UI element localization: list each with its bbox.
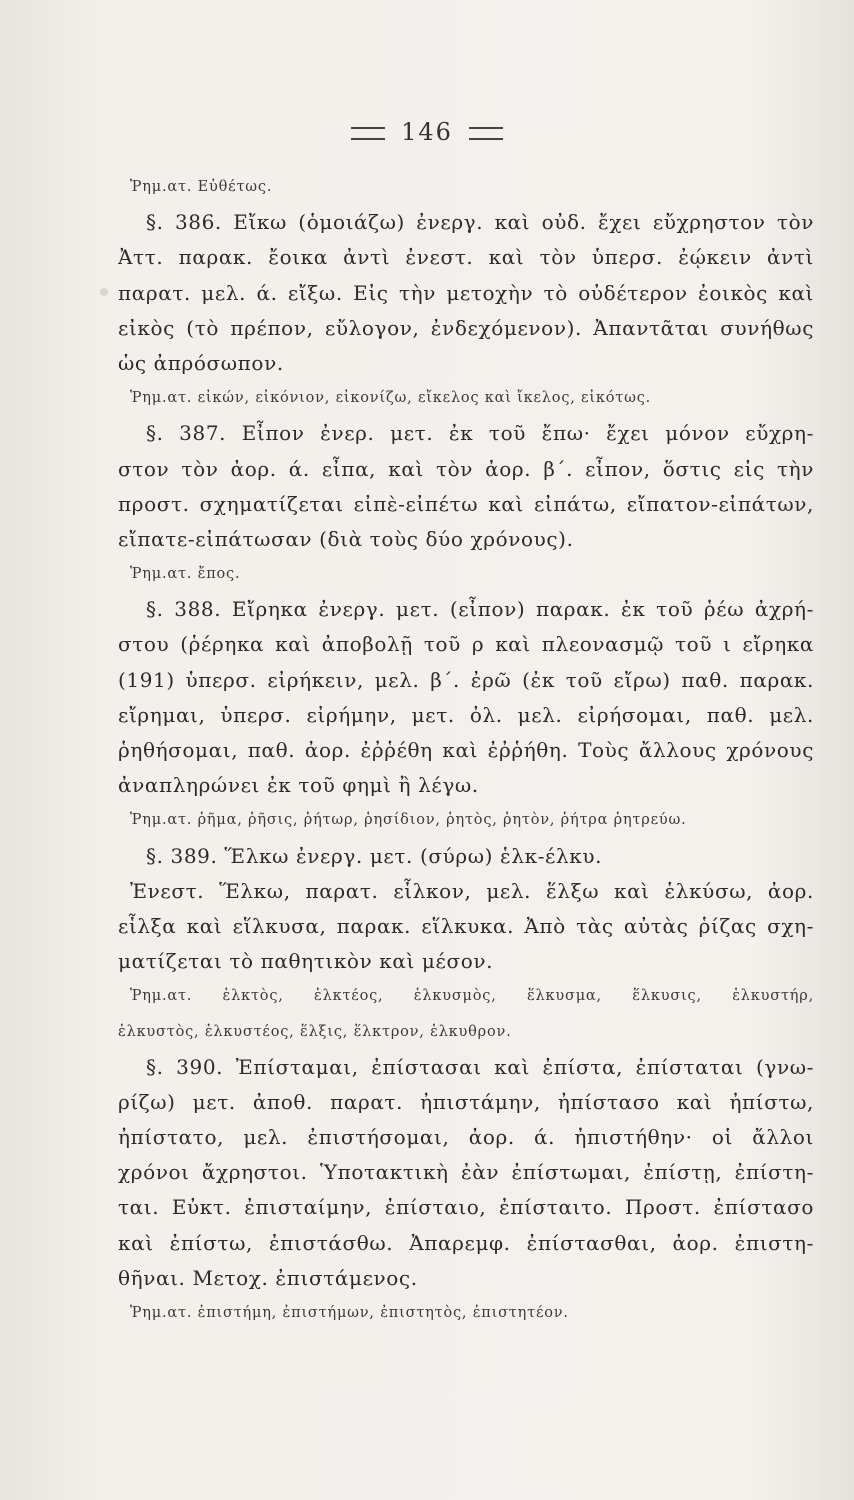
- text-line: ρίζω) μετ. ἀποθ. παρατ. ἠπιστάμην, ἠπίστασο καὶ ἠπίστω,: [118, 1089, 814, 1114]
- text-line: στον τὸν ἀορ. ά. εἶπα, καὶ τὸν ἀορ. β΄. εἶπον, ὅστις εἰς τὴν: [118, 456, 814, 481]
- text-line: θῆναι. Μετοχ. ἐπιστάμενος.: [118, 1265, 418, 1290]
- text-line: στου (ῥέρηκα καὶ ἀποβολῇ τοῦ ρ καὶ πλεονασμῷ τοῦ ι εἴρηκα: [118, 632, 814, 657]
- text-line: εἰκὸς (τὸ πρέπον, εὔλογον, ἐνδεχόμενον). Ἀπαντᾶται συνήθως: [118, 315, 814, 340]
- text-line: §. 388. Εἴρηκα ἐνεργ. μετ. (εἶπον) παρακ. ἐκ τοῦ ῥέω ἀχρή-: [146, 597, 814, 622]
- text-line: §. 390. Ἐπίσταμαι, ἐπίστασαι καὶ ἐπίστα, ἐπίσταται (γνω-: [146, 1054, 814, 1079]
- text-line: καὶ ἐπίστω, ἐπιστάσθω. Ἀπαρεμφ. ἐπίστασθαι, ἀορ. ἐπιστη-: [118, 1230, 814, 1255]
- header-rule-left: [351, 127, 385, 140]
- text-line: ἀναπληρώνει ἐκ τοῦ φημὶ ἢ λέγω.: [118, 773, 479, 798]
- text-line: χρόνοι ἄχρηστοι. Ὑποτακτικὴ ἐὰν ἐπίστωμαι, ἐπίστῃ, ἐπίστη-: [118, 1160, 814, 1185]
- text-line: §. 386. Εἴκω (ὁμοιάζω) ἐνεργ. καὶ οὐδ. ἔχει εὔχρηστον τὸν: [146, 210, 814, 235]
- text-line: Ἀττ. παρακ. ἔοικα ἀντὶ ἐνεστ. καὶ τὸν ὑπερσ. ἐῴκειν ἀντὶ: [118, 245, 814, 270]
- derivatives-line: Ῥημ.ατ. ἔπος.: [130, 566, 241, 583]
- text-line: εἷλξα καὶ εἵλκυσα, παρακ. εἵλκυκα. Ἀπὸ τὰς αὐτὰς ῥίζας σχη-: [118, 913, 814, 938]
- text-line: Ἐνεστ. Ἕλκω, παρατ. εἷλκον, μελ. ἕλξω καὶ ἑλκύσω, ἀορ.: [130, 878, 814, 903]
- text-line: (191) ὑπερσ. εἰρήκειν, μελ. β΄. ἐρῶ (ἐκ τοῦ εἴρω) παθ. παρακ.: [118, 667, 814, 692]
- text-line: εἴρημαι, ὑπερσ. εἰρήμην, μετ. ὀλ. μελ. εἰρήσομαι, παθ. μελ.: [118, 702, 814, 727]
- derivatives-line: Ῥημ.ατ. ῥῆμα, ῥῆσις, ῥήτωρ, ῥησίδιον, ῥητὸς, ῥητὸν, ῥήτρα ῥητρεύω.: [130, 812, 687, 829]
- page-number: 146: [401, 118, 453, 146]
- derivatives-line: ἑλκυστὸς, ἑλκυστέος, ἕλξις, ἕλκτρον, ἑλκυθρον.: [118, 1023, 512, 1040]
- text-line: ται. Εὐκτ. ἐπισταίμην, ἐπίσταιο, ἐπίσταιτο. Προστ. ἐπίστασο: [118, 1195, 814, 1220]
- paper-blemish: [100, 288, 108, 296]
- text-line: ματίζεται τὸ παθητικὸν καὶ μέσον.: [118, 949, 494, 974]
- text-line: προστ. σχηματίζεται εἰπὲ-εἰπέτω καὶ εἰπάτω, εἴπατον-εἰπάτων,: [118, 491, 814, 516]
- derivatives-line: Ῥημ.ατ. ἑλκτὸς, ἑλκτέος, ἑλκυσμὸς, ἕλκυσμα, ἕλκυσις, ἑλκυστήρ,: [130, 988, 814, 1005]
- page-header: [0, 118, 854, 146]
- derivatives-line: Ῥημ.ατ. εἰκών, εἰκόνιον, εἰκονίζω, εἴκελος καὶ ἴκελος, εἰκότως.: [130, 390, 652, 407]
- text-line: ὡς ἀπρόσωπον.: [118, 350, 284, 375]
- derivatives-line: Ῥημ.ατ. Εὐθέτως.: [130, 179, 273, 195]
- text-line: §. 389. Ἕλκω ἐνεργ. μετ. (σύρω) ἑλκ-έλκυ.: [146, 843, 603, 868]
- header-rule-right: [469, 127, 503, 140]
- text-line: ἠπίστατο, μελ. ἐπιστήσομαι, ἀορ. ά. ἠπιστήθην· οἱ ἄλλοι: [118, 1125, 814, 1150]
- text-line: ῥηθήσομαι, παθ. ἀορ. ἐῤῥέθη καὶ ἐῤῥήθη. Τοὺς ἄλλους χρόνους: [118, 738, 814, 762]
- derivatives-line: Ῥημ.ατ. ἐπιστήμη, ἐπιστήμων, ἐπιστητὸς, ἐπιστητέον.: [130, 1305, 569, 1321]
- text-line: παρατ. μελ. ά. εἴξω. Εἰς τὴν μετοχὴν τὸ οὐδέτερον ἐοικὸς καὶ: [118, 280, 814, 305]
- page-body: [118, 170, 814, 1331]
- text-line: εἴπατε-εἰπάτωσαν (διὰ τοὺς δύο χρόνους).: [118, 526, 574, 551]
- text-line: §. 387. Εἶπον ἐνερ. μετ. ἐκ τοῦ ἔπω· ἔχει μόνον εὔχρη-: [146, 421, 814, 446]
